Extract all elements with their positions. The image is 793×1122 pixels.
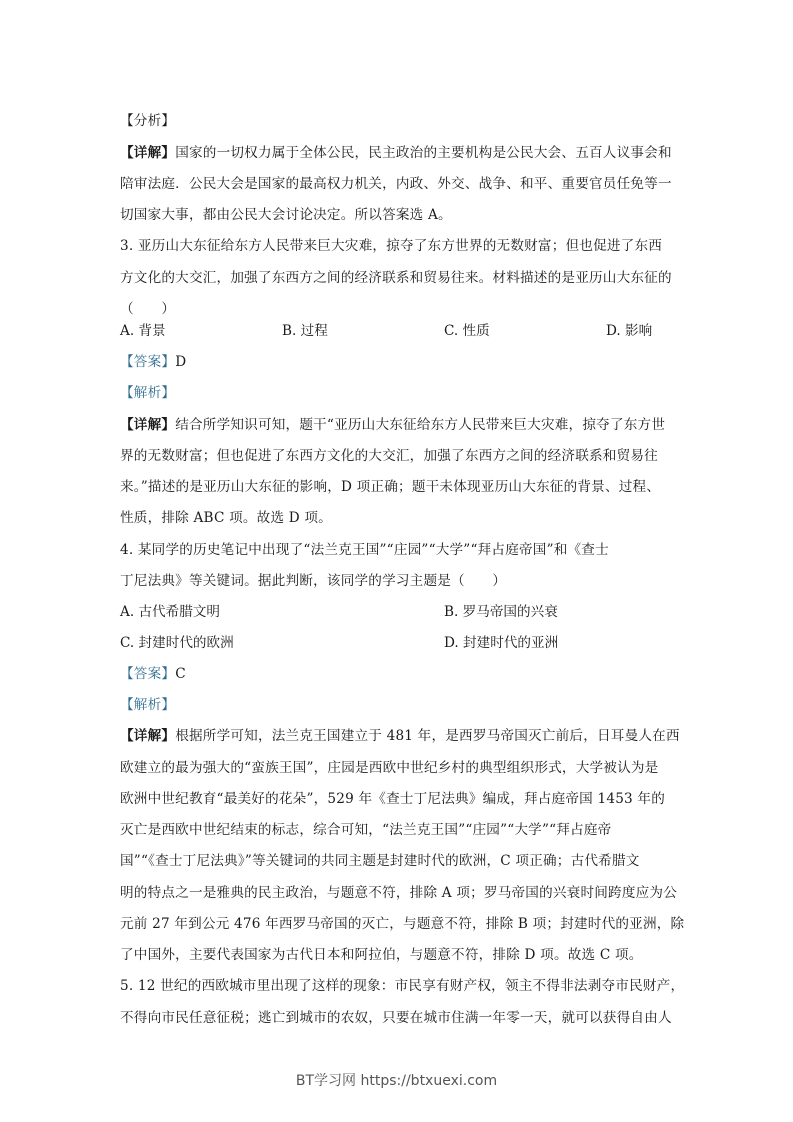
- answer-line: [120, 352, 186, 372]
- option-c: C. 封建时代的欧洲: [120, 635, 234, 651]
- detail-line: [120, 415, 665, 435]
- detail-line: 陪审法庭．公民大会是国家的最高权力机关，内政、外交、战争、和平、重要官员任免等一: [120, 176, 672, 192]
- question-stem: 丁尼法典》等关键词。据此判断，该同学的学习主题是（ ）: [120, 573, 507, 589]
- option-d: D. 影响: [606, 323, 653, 339]
- option-c: C. 性质: [444, 323, 490, 339]
- detail-line: 来。”描述的是亚历山大东征的影响，D 项正确；题干未体现亚历山大东征的背景、过程、: [120, 479, 661, 495]
- detail-line: 性质，排除 ABC 项。故选 D 项。: [120, 510, 332, 526]
- option-b: B. 过程: [282, 323, 328, 339]
- analysis-label: 【解析】: [120, 697, 176, 713]
- answer-label: 【答案】: [120, 666, 176, 682]
- detail-label: 【详解】: [120, 145, 176, 161]
- question-stem: 3. 亚历山大东征给东方人民带来巨大灾难，掠夺了东方世界的无数财富；但也促进了东西: [120, 238, 663, 254]
- watermark-footer: BT学习网 https://btxuexi.com: [295, 1073, 498, 1089]
- analysis-label: 【解析】: [120, 385, 176, 401]
- question-stem: 不得向市民任意征税；逃亡到城市的农奴，只要在城市住满一年零一天，就可以获得自由人: [120, 1010, 672, 1026]
- question-stem: （ ）: [120, 301, 176, 317]
- detail-line: 灭亡是西欧中世纪结束的标志，综合可知，“法兰克王国”“庄园”“大学”“拜占庭帝: [120, 822, 612, 838]
- option-a: A. 背景: [120, 323, 166, 339]
- answer-value: D: [175, 354, 187, 370]
- detail-line: [120, 726, 680, 746]
- detail-line: 欧洲中世纪教育“最美好的花朵”，529 年《查士丁尼法典》编成，拜占庭帝国 1453 年的: [120, 791, 665, 807]
- detail-line: 欧建立的最为强大的“蛮族王国”，庄园是西欧中世纪乡村的典型组织形式，大学被认为是: [120, 760, 659, 776]
- option-a: A. 古代希腊文明: [120, 604, 221, 620]
- analysis-label: 【分析】: [120, 113, 176, 129]
- detail-text: 根据所学可知，法兰克王国建立于 481 年，是西罗马帝国灭亡前后，日耳曼人在西: [175, 728, 680, 744]
- detail-line: 切国家大事，都由公民大会讨论决定。所以答案选 A。: [120, 207, 452, 223]
- detail-line: 元前 27 年到公元 476 年西罗马帝国的灭亡，与题意不符，排除 B 项；封建时代的亚洲，除: [120, 916, 685, 932]
- detail-text: 国家的一切权力属于全体公民，民主政治的主要机构是公民大会、五百人议事会和: [175, 145, 672, 161]
- detail-line: 国”“《查士丁尼法典》”等关键词的共同主题是封建时代的欧洲，C 项正确；古代希腊文: [120, 853, 640, 869]
- question-stem: 方文化的大交汇，加强了东西方之间的经济联系和贸易往来。材料描述的是亚历山大东征的: [120, 270, 672, 286]
- detail-label: 【详解】: [120, 417, 176, 433]
- detail-line: [120, 143, 672, 163]
- detail-line: 明的特点之一是雅典的民主政治，与题意不符，排除 A 项；罗马帝国的兴衰时间跨度应为公: [120, 885, 678, 901]
- answer-value: C: [175, 666, 186, 682]
- detail-line: 界的无数财富；但也促进了东西方文化的大交汇，加强了东西方之间的经济联系和贸易往: [120, 448, 658, 464]
- detail-line: 了中国外，主要代表国家为古代日本和阿拉伯，与题意不符，排除 D 项。故选 C 项。: [120, 947, 643, 963]
- answer-label: 【答案】: [120, 354, 176, 370]
- question-stem: 4. 某同学的历史笔记中出现了“法兰克王国”“庄园”“大学”“拜占庭帝国”和《查士: [120, 542, 609, 558]
- question-stem: 5. 12 世纪的西欧城市里出现了这样的现象：市民享有财产权，领主不得非法剥夺市民财产，: [120, 978, 685, 994]
- option-b: B. 罗马帝国的兴衰: [444, 604, 558, 620]
- option-d: D. 封建时代的亚洲: [444, 635, 559, 651]
- answer-line: [120, 664, 186, 684]
- detail-text: 结合所学知识可知，题干“亚历山大东征给东方人民带来巨大灾难，掠夺了东方世: [175, 417, 666, 433]
- detail-label: 【详解】: [120, 728, 176, 744]
